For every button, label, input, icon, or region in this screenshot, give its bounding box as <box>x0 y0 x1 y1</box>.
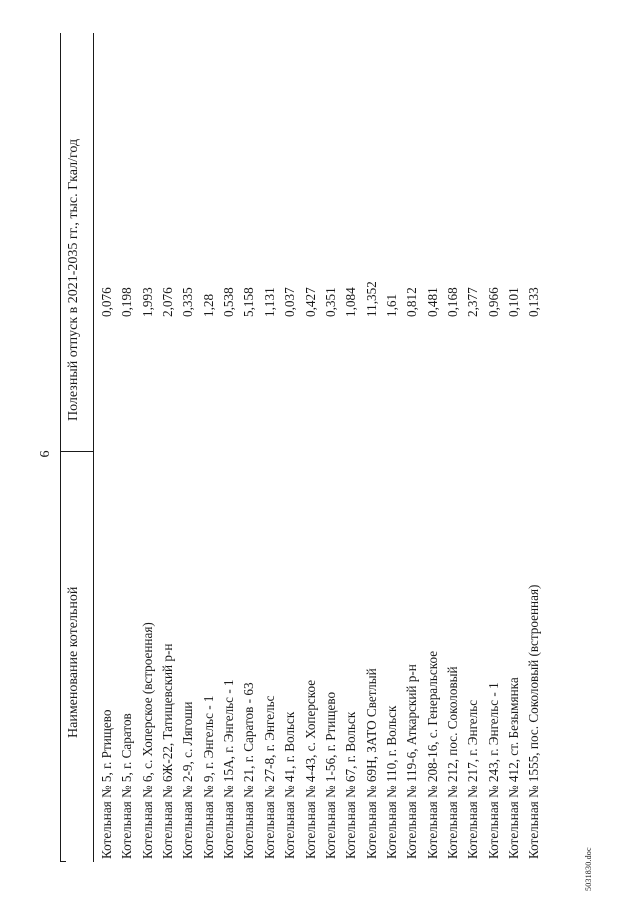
table-header-bottom-border <box>93 33 94 862</box>
table-row-value: 0,481 <box>424 287 440 317</box>
page-number: 6 <box>38 450 53 458</box>
table-row-name: Котельная № 5, г. Саратов <box>119 713 135 859</box>
table-row-value: 5,158 <box>241 287 257 317</box>
table-row-name: Котельная № 110, г. Вольск <box>383 705 399 859</box>
table-row-value: 1,61 <box>383 293 399 317</box>
table-row-name: Котельная № 69Н, ЗАТО Светлый <box>363 668 379 859</box>
table-row-name: Котельная № 412, ст. Безымянка <box>506 677 521 859</box>
table-row-value: 0,133 <box>526 287 542 317</box>
column-header-value: Полезный отпуск в 2021-2035 гг., тыс. Гкал/год <box>66 138 81 421</box>
table-row-name: Котельная № 15А, г. Энгельс - 1 <box>221 679 237 859</box>
table-row-name: Котельная № 27-8, г. Энгельс <box>261 695 277 859</box>
table-row-name: Котельная № 217, г. Энгельс <box>465 699 481 859</box>
table-row-name: Котельная № 208-16, с. Генеральское <box>424 650 440 859</box>
table-row-name: Котельная № 4-43, с. Хоперское <box>302 679 318 859</box>
table-row-value: 0,351 <box>322 287 338 317</box>
table-row-value: 0,101 <box>506 287 521 317</box>
table-row-name: Котельная № 67, г. Вольск <box>343 711 359 859</box>
table-row-value: 11,352 <box>363 281 379 317</box>
column-header-name: Наименование котельной <box>66 586 81 738</box>
table-row-value: 0,812 <box>404 287 420 317</box>
table-row-name: Котельная № 243, г. Энгельс - 1 <box>485 682 501 859</box>
table-row-value: 1,131 <box>261 287 277 317</box>
table-row-value: 0,538 <box>221 287 237 317</box>
table-row-name: Котельная № 1-56, г. Ртищево <box>322 691 338 859</box>
table-row-name: Котельная № 6, с. Хоперское (встроенная) <box>139 622 155 859</box>
table-row-value: 0,198 <box>119 287 135 317</box>
table-row-value: 0,076 <box>99 287 114 317</box>
table-row-name: Котельная № 212, пос. Соколовый <box>444 666 460 859</box>
table-row-name: Котельная № 5, г. Ртищево <box>99 709 114 859</box>
table-row-value: 2,076 <box>160 287 176 317</box>
file-name: 5031830.doc <box>584 847 593 891</box>
table-row-name: Котельная № 1555, пос. Соколовый (встроенная) <box>526 584 542 859</box>
table-row-value: 2,377 <box>465 287 481 317</box>
table-row-name: Котельная № 41, г. Вольск <box>282 711 298 859</box>
table-row-value: 1,28 <box>200 293 216 317</box>
table-row-value: 0,427 <box>302 287 318 317</box>
table-row-value: 0,168 <box>444 287 460 317</box>
table-row-name: Котельная № 2-9, с. Лягоши <box>180 701 196 859</box>
table-row-value: 0,037 <box>282 287 298 317</box>
table-column-divider <box>60 451 94 452</box>
table-row-name: Котельная № 6Ж-22, Татищевский р-н <box>160 643 176 859</box>
table-row-name: Котельная № 119-6, Аткарский р-н <box>404 664 420 859</box>
table-row-value: 0,335 <box>180 287 196 317</box>
table-top-border <box>60 33 61 862</box>
table-row-name: Котельная № 9, г. Энгельс - 1 <box>200 695 216 859</box>
table-row-value: 1,993 <box>139 287 155 317</box>
table-row-name: Котельная № 21, г. Саратов - 63 <box>241 682 257 859</box>
table-row-value: 0,966 <box>485 287 501 317</box>
table-row-value: 1,084 <box>343 287 359 317</box>
